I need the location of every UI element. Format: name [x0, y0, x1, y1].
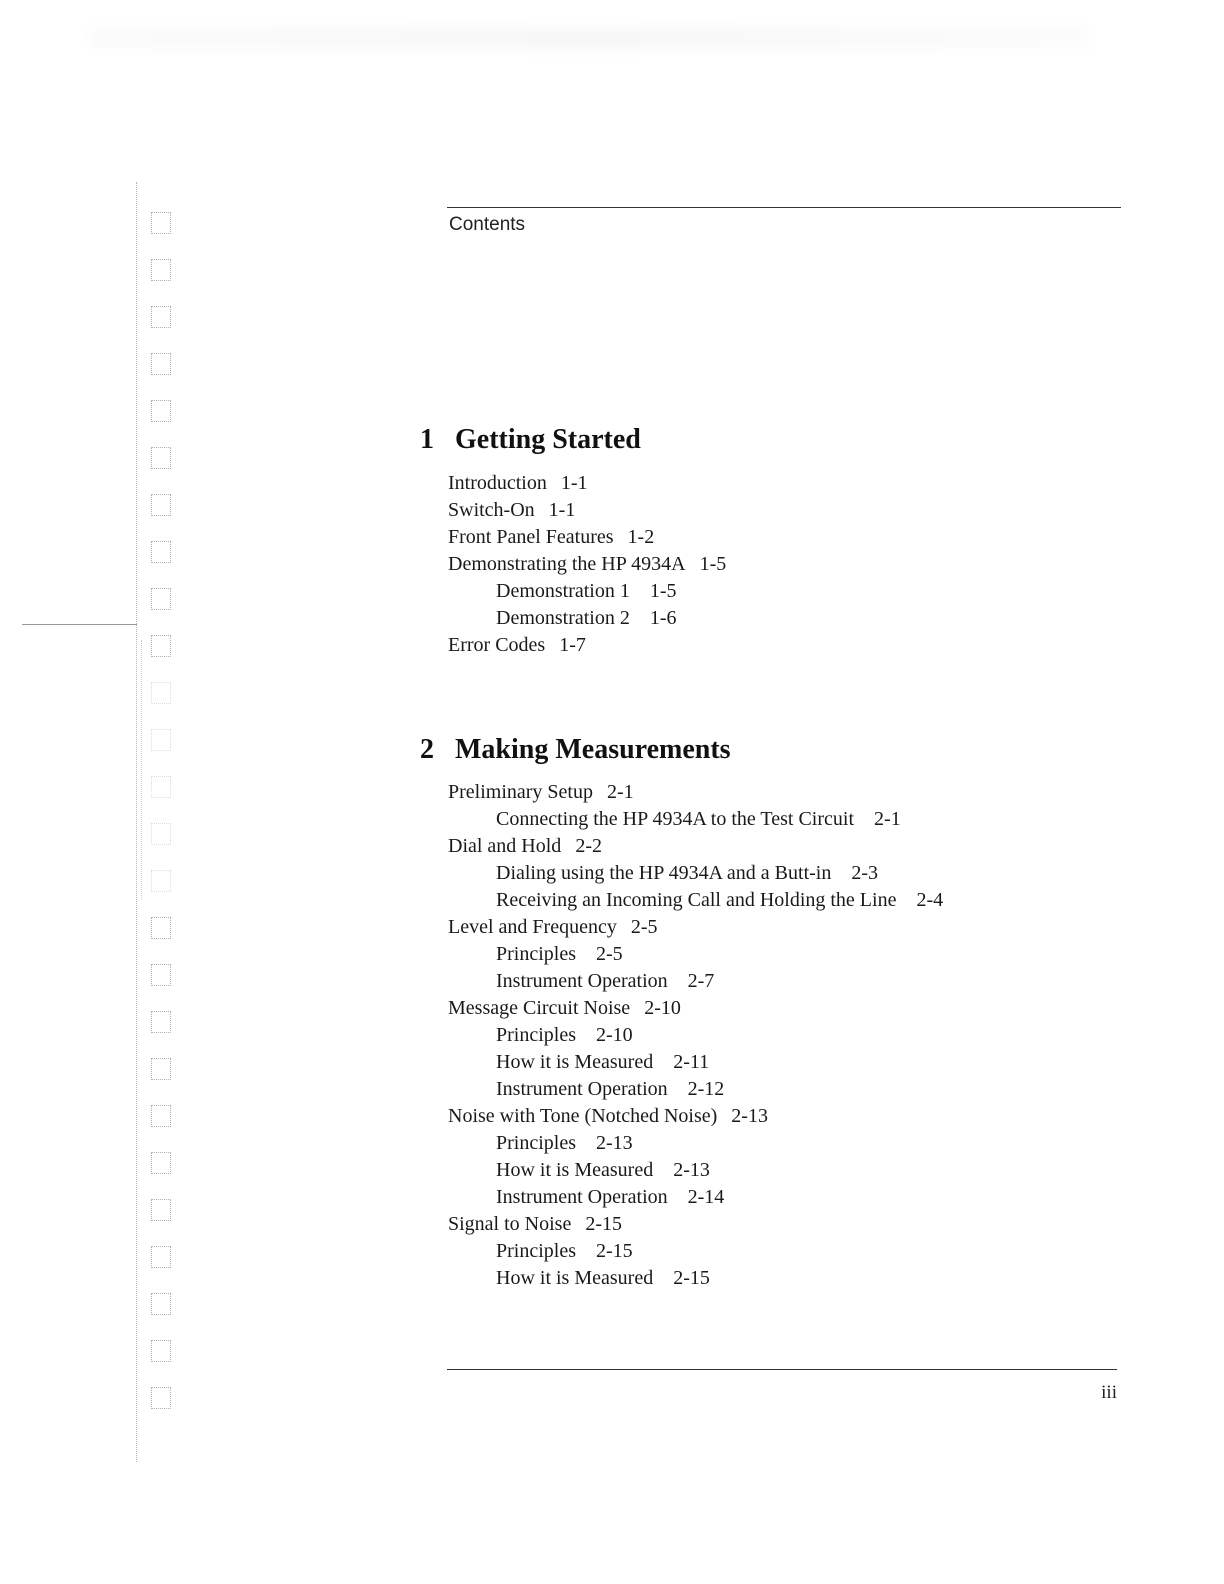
binder-hole	[151, 1387, 171, 1409]
binding-edge	[136, 182, 137, 1462]
chapter-2-entries	[448, 779, 943, 1292]
toc-entry-title: Principles	[496, 1240, 576, 1262]
chapter-title: Making Measurements	[455, 734, 731, 765]
binder-hole	[151, 776, 171, 798]
toc-entry-title: Introduction	[448, 472, 547, 494]
toc-entry-title: How it is Measured	[496, 1159, 654, 1181]
toc-entry	[448, 605, 726, 632]
toc-entry-title: Switch-On	[448, 499, 535, 521]
toc-entry-title: Dial and Hold	[448, 835, 562, 857]
toc-entry-page: 1-1	[548, 499, 576, 521]
toc-entry-title: Connecting the HP 4934A to the Test Circuit	[496, 808, 855, 830]
toc-entry	[448, 779, 943, 806]
margin-mark	[22, 624, 137, 625]
toc-entry-title: Noise with Tone (Notched Noise)	[448, 1105, 718, 1127]
toc-entry-page: 2-7	[687, 970, 715, 992]
toc-entry	[448, 914, 943, 941]
toc-entry-title: Signal to Noise	[448, 1213, 572, 1235]
toc-entry-page: 2-2	[575, 835, 602, 857]
toc-entry	[448, 1103, 943, 1130]
toc-entry	[448, 497, 726, 524]
chapter-number: 2	[420, 734, 434, 765]
toc-entry-page: 2-10	[644, 997, 681, 1019]
toc-entry-title: Front Panel Features	[448, 526, 614, 548]
toc-entry-page: 2-12	[687, 1078, 725, 1100]
toc-entry-page: 2-4	[916, 889, 944, 911]
binder-hole	[151, 964, 171, 986]
binder-hole	[151, 259, 171, 281]
toc-entry-page: 1-1	[560, 472, 588, 494]
toc-entry-title: Preliminary Setup	[448, 781, 593, 803]
binder-hole	[151, 870, 171, 892]
binder-hole	[151, 1105, 171, 1127]
toc-entry-page: 2-11	[673, 1051, 710, 1073]
page-number: iii	[1101, 1382, 1117, 1403]
toc-entry-page: 2-5	[596, 943, 623, 965]
binder-hole	[151, 306, 171, 328]
toc-entry-title: Instrument Operation	[496, 1186, 668, 1208]
toc-entry	[448, 578, 726, 605]
toc-entry-page: 1-7	[559, 634, 586, 656]
binder-holes	[151, 212, 177, 1434]
toc-entry-page: 1-2	[627, 526, 655, 548]
chapter-title: Getting Started	[455, 424, 641, 455]
toc-entry-title: Receiving an Incoming Call and Holding the Line	[496, 889, 897, 911]
toc-entry	[448, 995, 943, 1022]
toc-entry	[448, 887, 943, 914]
toc-entry	[448, 806, 943, 833]
chapter-number: 1	[420, 424, 434, 455]
binder-hole	[151, 400, 171, 422]
binder-hole	[151, 353, 171, 375]
toc-entry	[448, 941, 943, 968]
binder-hole	[151, 1011, 171, 1033]
toc-entry	[448, 1211, 943, 1238]
chapter-heading-1	[420, 424, 641, 456]
toc-entry-title: Dialing using the HP 4934A and a Butt-in	[496, 862, 832, 884]
toc-entry	[448, 551, 726, 578]
toc-entry	[448, 632, 726, 659]
toc-entry-page: 2-13	[731, 1105, 768, 1127]
scan-smudge	[90, 28, 1090, 48]
toc-entry	[448, 833, 943, 860]
toc-entry	[448, 1184, 943, 1211]
binder-hole	[151, 212, 171, 234]
toc-entry-page: 2-14	[687, 1186, 725, 1208]
toc-entry-page: 2-15	[673, 1267, 710, 1289]
binder-hole	[151, 494, 171, 516]
toc-entry	[448, 524, 726, 551]
toc-entry-title: Demonstration 1	[496, 580, 630, 602]
toc-entry-page: 2-10	[596, 1024, 633, 1046]
toc-entry-title: Instrument Operation	[496, 970, 668, 992]
toc-entry-page: 2-15	[585, 1213, 623, 1235]
binder-hole	[151, 447, 171, 469]
toc-entry	[448, 1022, 943, 1049]
binder-hole	[151, 917, 171, 939]
toc-entry	[448, 1076, 943, 1103]
binder-hole	[151, 823, 171, 845]
toc-entry	[448, 1238, 943, 1265]
toc-entry-page: 2-5	[630, 916, 658, 938]
binder-hole	[151, 635, 171, 657]
toc-entry-title: How it is Measured	[496, 1267, 654, 1289]
chapter-1-entries	[448, 470, 726, 659]
toc-entry	[448, 1049, 943, 1076]
binder-hole	[151, 588, 171, 610]
binder-hole	[151, 1199, 171, 1221]
toc-entry-page: 2-13	[673, 1159, 710, 1181]
toc-entry	[448, 860, 943, 887]
toc-entry-page: 1-6	[649, 607, 677, 629]
header-rule	[447, 207, 1121, 208]
binder-hole	[151, 1246, 171, 1268]
toc-entry-page: 2-1	[874, 808, 901, 830]
toc-entry	[448, 968, 943, 995]
toc-entry	[448, 470, 726, 497]
chapter-heading-2	[420, 734, 731, 766]
running-header: Contents	[449, 214, 526, 235]
binder-hole	[151, 729, 171, 751]
binder-hole	[151, 1340, 171, 1362]
binder-hole	[151, 541, 171, 563]
toc-entry-page: 1-5	[649, 580, 677, 602]
toc-entry-title: Demonstration 2	[496, 607, 630, 629]
toc-entry-page: 1-5	[699, 553, 727, 575]
binder-hole	[151, 1058, 171, 1080]
toc-entry-page: 2-1	[606, 781, 634, 803]
binder-hole	[151, 1293, 171, 1315]
toc-entry	[448, 1265, 943, 1292]
binder-hole	[151, 1152, 171, 1174]
toc-entry-title: Demonstrating the HP 4934A	[448, 553, 686, 575]
toc-entry-title: Message Circuit Noise	[448, 997, 631, 1019]
toc-entry-title: Principles	[496, 1024, 576, 1046]
toc-entry-page: 2-3	[851, 862, 879, 884]
toc-entry-title: Level and Frequency	[448, 916, 617, 938]
toc-entry	[448, 1130, 943, 1157]
toc-entry-title: Principles	[496, 1132, 576, 1154]
footer-rule	[447, 1369, 1117, 1370]
toc-entry-title: Principles	[496, 943, 576, 965]
toc-entry-title: Instrument Operation	[496, 1078, 668, 1100]
toc-entry-page: 2-15	[596, 1240, 633, 1262]
toc-entry	[448, 1157, 943, 1184]
toc-entry-title: How it is Measured	[496, 1051, 654, 1073]
toc-entry-title: Error Codes	[448, 634, 546, 656]
binding-edge-inner	[141, 640, 142, 900]
binder-hole	[151, 682, 171, 704]
toc-entry-page: 2-13	[596, 1132, 633, 1154]
